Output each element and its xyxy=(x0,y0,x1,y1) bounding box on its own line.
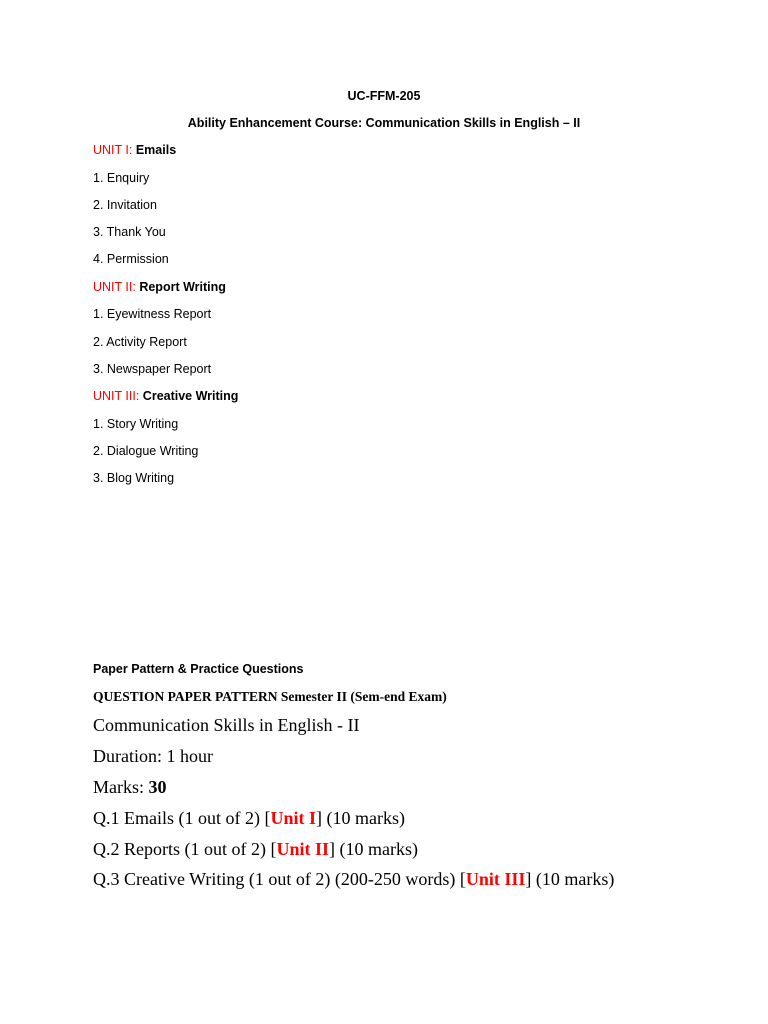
unit-label-1: UNIT I: xyxy=(93,143,133,157)
list-item: 3. Blog Writing xyxy=(93,471,175,485)
question-text: Q.3 Creative Writing (1 out of 2) (200-250 words) [ xyxy=(93,869,466,889)
question-marks: ] (10 marks) xyxy=(329,839,418,859)
course-title: Ability Enhancement Course: Communication Skills in English – II xyxy=(187,116,581,130)
unit-ref: Unit I xyxy=(270,808,316,828)
marks-label: Marks: xyxy=(93,777,144,797)
duration-line: Duration: 1 hour xyxy=(93,746,213,766)
list-item: 3. Newspaper Report xyxy=(93,362,212,376)
subject-line: Communication Skills in English - II xyxy=(93,715,360,735)
question-marks: ] (10 marks) xyxy=(315,808,405,828)
unit-label-2: UNIT II: xyxy=(93,280,136,294)
unit-title-3: Creative Writing xyxy=(142,389,239,403)
list-item: 2. Invitation xyxy=(93,198,157,212)
unit-heading-2 xyxy=(93,279,226,295)
question-1 xyxy=(93,807,405,829)
question-text: Q.1 Emails (1 out of 2) [ xyxy=(93,808,271,828)
unit-ref: Unit III xyxy=(465,869,526,889)
course-code: UC-FFM-205 xyxy=(347,89,421,103)
marks-value: 30 xyxy=(148,777,167,797)
pattern-heading: QUESTION PAPER PATTERN Semester II (Sem-end Exam) xyxy=(93,689,447,704)
list-item: 3. Thank You xyxy=(93,225,166,239)
unit-heading-1 xyxy=(93,142,176,158)
unit-heading-3 xyxy=(93,388,238,404)
unit-ref: Unit II xyxy=(276,839,329,859)
list-item: 1. Story Writing xyxy=(93,417,179,431)
list-item: 1. Enquiry xyxy=(93,171,150,185)
list-item: 2. Activity Report xyxy=(93,335,187,349)
unit-title-2: Report Writing xyxy=(139,280,226,294)
section-heading: Paper Pattern & Practice Questions xyxy=(93,662,304,676)
list-item: 1. Eyewitness Report xyxy=(93,307,212,321)
question-2 xyxy=(93,838,418,860)
list-item: 2. Dialogue Writing xyxy=(93,444,199,458)
unit-label-3: UNIT III: xyxy=(93,389,140,403)
question-marks: ] (10 marks) xyxy=(525,869,615,889)
question-text: Q.2 Reports (1 out of 2) [ xyxy=(93,839,277,859)
list-item: 4. Permission xyxy=(93,252,169,266)
unit-title-1: Emails xyxy=(135,143,177,157)
question-3 xyxy=(93,868,614,890)
marks-line xyxy=(93,776,167,798)
